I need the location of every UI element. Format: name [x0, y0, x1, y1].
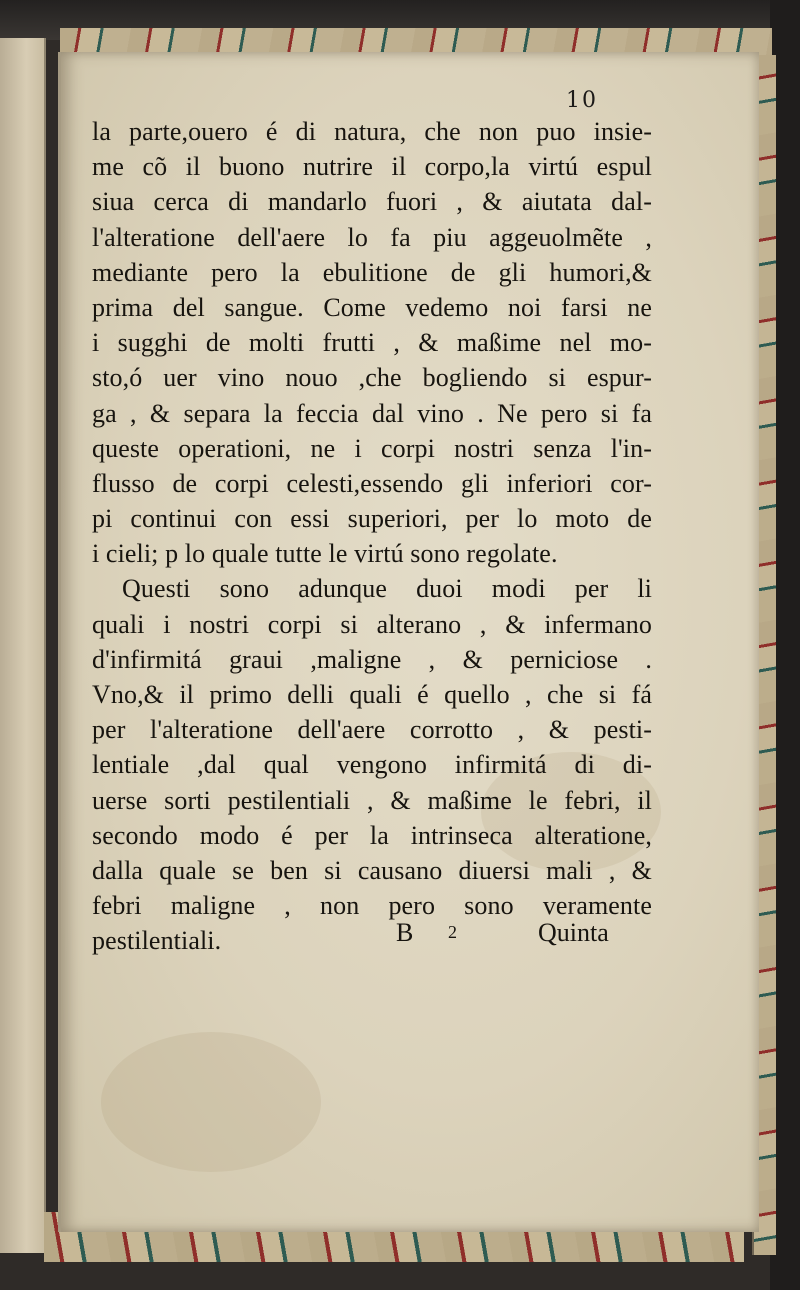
catchword: Quinta	[538, 918, 609, 947]
text-line: queste operationi, ne i corpi nostri senza l'in-	[92, 433, 652, 463]
text-line: quali i nostri corpi si alterano , & infermano	[92, 609, 652, 639]
text-line: lentiale ,dal qual vengono infirmitá di di-	[92, 750, 652, 780]
page-footer	[92, 918, 632, 954]
text-line: dalla quale se ben si causano diuersi mali , &	[92, 855, 652, 885]
text-line: prima del sangue. Come vedemo noi farsi ne	[92, 292, 652, 322]
paragraph-start-line: Questi sono adunque duoi modi per li	[122, 574, 652, 604]
signature-number: 2	[448, 922, 457, 942]
text-line: pestilentiali.	[92, 926, 222, 956]
signature-mark: B	[396, 918, 414, 947]
text-line: i sugghi de molti frutti , & maßime nel mo-	[92, 328, 652, 358]
previous-page-edge	[0, 38, 46, 1253]
text-line: i cieli; p lo quale tutte le virtú sono regolate.	[92, 539, 558, 569]
text-line: flusso de corpi celesti,essendo gli inferiori cor-	[92, 468, 652, 498]
text-line: l'alteratione dell'aere lo fa piu aggeuolmẽte ,	[92, 222, 652, 252]
text-line: uerse sorti pestilentiali , & maßime le febri, il	[92, 785, 652, 815]
text-line: febri maligne , non pero sono veramente	[92, 891, 652, 921]
text-line: siua cerca di mandarlo fuori , & aiutata dal-	[92, 187, 652, 217]
text-line: ga , & separa la feccia dal vino . Ne pero si fa	[92, 398, 652, 428]
text-line: la parte,ouero é di natura, che non puo insie-	[92, 117, 652, 146]
text-line: d'infirmitá graui ,maligne , & perniciose .	[92, 644, 652, 674]
text-line: secondo modo é per la intrinseca alteratione,	[92, 820, 652, 850]
page-number: 10	[566, 88, 598, 113]
text-line: sto,ó uer vino nouo ,che bogliendo si espur-	[92, 363, 652, 393]
text-line: Vno,& il primo delli quali é quello , che si fá	[92, 680, 652, 709]
text-line: per l'alteratione dell'aere corrotto , & pesti-	[92, 715, 652, 745]
body-text	[92, 114, 652, 959]
text-line: pi continui con essi superiori, per lo moto de	[92, 504, 652, 534]
text-line: me cõ il buono nutrire il corpo,la virtú espul	[92, 152, 652, 182]
paper-stain	[101, 1032, 321, 1172]
text-line: mediante pero la ebulitione de gli humori,&	[92, 257, 652, 287]
